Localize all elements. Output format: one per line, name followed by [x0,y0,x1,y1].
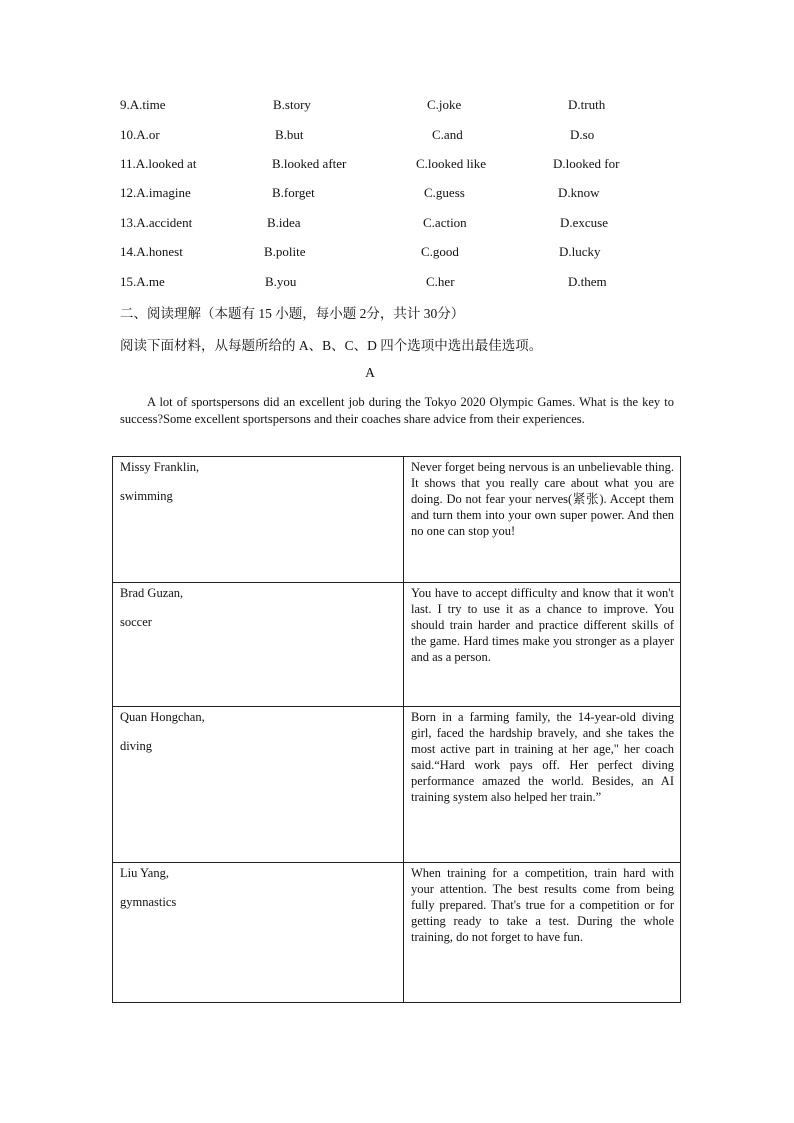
table-row [113,583,681,707]
option-row-9 [0,96,794,114]
option-d: D.lucky [559,244,601,259]
table-row [113,707,681,863]
option-c: C.her [426,274,455,289]
option-row-12 [0,184,794,202]
option-c: C.action [423,215,467,230]
option-c: C.and [432,127,463,142]
section-title: 二、阅读理解（本题有 15 小题，每小题 2分，共计 30分） [120,306,465,321]
option-d: D.so [570,127,595,142]
athlete-advice: When training for a competition, train hard with your attention. The best results come from being fully prepared. That's true for a competition or for getting ready to take a test. During the whole training, do not forget to have fun. [411,866,674,944]
option-d: D.truth [568,97,606,112]
athlete-name: Brad Guzan, [120,586,184,600]
advice-cell [404,457,681,583]
option-d: D.know [558,185,600,200]
option-a: 11.A.looked at [120,156,197,171]
option-b: B.but [275,127,304,142]
table-row [113,863,681,1003]
option-a: 12.A.imagine [120,185,191,200]
option-b: B.you [265,274,297,289]
instruction: 阅读下面材料，从每题所给的 A、B、C、D 四个选项中选出最佳选项。 [120,338,543,353]
athlete-sport: swimming [120,489,173,503]
option-d: D.them [568,274,607,289]
athlete-name: Quan Hongchan, [120,710,205,724]
advice-cell [404,583,681,707]
option-row-13 [0,214,794,232]
athlete-advice: Born in a farming family, the 14-year-old diving girl, faced the hardship bravely, and she takes the most active part in training at her age," her coach said.“Hard work pays off. Her perfect diving performance amazed the world. Besides, an AI training system also helped her train.” [411,710,674,804]
option-row-14 [0,243,794,261]
advice-cell [404,707,681,863]
option-b: B.forget [272,185,315,200]
athlete-cell [113,707,404,863]
athlete-sport: diving [120,739,152,753]
athlete-advice: You have to accept difficulty and know that it won't last. I try to use it as a chance to improve. You should train harder and practice different skills of the game. Hard times make you stronger as a player and as a person. [411,586,674,664]
option-d: D.excuse [560,215,609,230]
athlete-cell [113,863,404,1003]
option-a: 13.A.accident [120,215,193,230]
passage-letter: A [365,365,375,380]
option-c: C.joke [427,97,462,112]
table-row [113,457,681,583]
athlete-advice: Never forget being nervous is an unbelievable thing. It shows that you really care about what you are doing. Do not fear your nerves(紧张). Accept them and turn them into your own super power. And then no one can stop you! [411,460,674,538]
option-b: B.looked after [272,156,347,171]
option-a: 9.A.time [120,97,166,112]
athlete-name: Missy Franklin, [120,460,200,474]
athlete-cell [113,583,404,707]
option-b: B.polite [264,244,306,259]
athlete-table [112,456,681,1003]
option-row-10 [0,126,794,144]
option-row-11 [0,155,794,173]
option-b: B.story [273,97,311,112]
athlete-sport: soccer [120,615,152,629]
option-c: C.looked like [416,156,487,171]
option-b: B.idea [267,215,301,230]
athlete-name: Liu Yang, [120,866,169,880]
option-c: C.guess [424,185,465,200]
athlete-sport: gymnastics [120,895,177,909]
option-a: 15.A.me [120,274,165,289]
option-c: C.good [421,244,459,259]
option-d: D.looked for [553,156,620,171]
advice-cell [404,863,681,1003]
option-a: 10.A.or [120,127,160,142]
option-a: 14.A.honest [120,244,183,259]
option-row-15 [0,273,794,291]
athlete-cell [113,457,404,583]
passage-intro: A lot of sportspersons did an excellent job during the Tokyo 2020 Olympic Games. What is the key to success?Some excellent sportspersons and their coaches share advice from their experiences. [120,395,674,426]
